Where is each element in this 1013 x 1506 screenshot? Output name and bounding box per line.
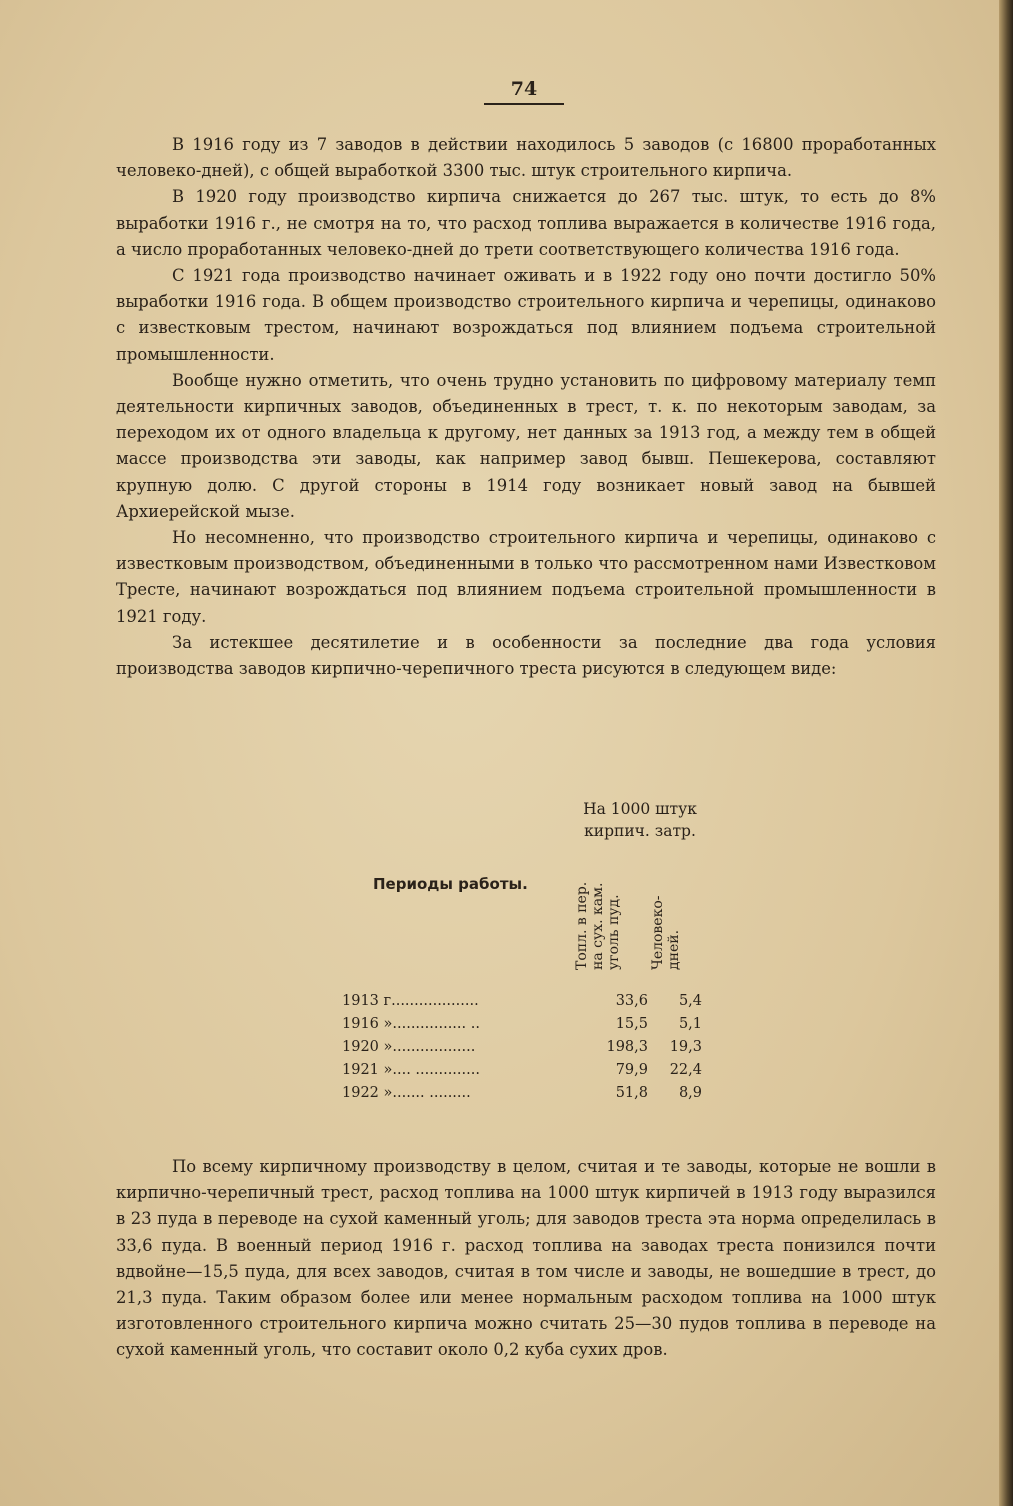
paragraph-1: В 1916 году из 7 заводов в действии находилось 5 заводов (с 16800 проработанных человеко-дней), с общей выработкой 3300 тыс. штук строительного кирпича. — [116, 135, 936, 181]
closing-text — [116, 1154, 936, 1364]
row-fuel: 79,9 — [615, 1062, 648, 1078]
closing-paragraph: По всему кирпичному производству в целом, считая и те заводы, которые не вошли в кирпично-черепичный трест, расход топлива на 1000 штук кирпичей в 1913 году выразился в 23 пуда в переводе на сухой каменный уголь; для заводов треста эта норма определилась в 33,6 пуда. В военный период 1916 г. расход топлива на заводах треста понизился почти вдвойне—15,5 пуда, для всех заводов, считая в том числе и заводы, не вошедшие в трест, до 21,3 пуда. Таким образом более или менее нормальным расходом топлива на 1000 штук изготовленного строительного кирпича можно считать 25—30 пудов топлива в переводе на сухой каменный уголь, что составит около 0,2 куба сухих дров. — [116, 1157, 936, 1360]
periods-column-header: Периоды работы. — [373, 875, 528, 893]
paragraph-3: С 1921 года производство начинает оживать и в 1922 году оно почти достигло 50% выработки 1916 года. В общем производство строительного кирпича и черепицы, одинаково с известковым трестом, начинают возрождаться под влиянием подъема строительной промышленности. — [116, 266, 936, 364]
days-header-line-2: дней. — [666, 929, 682, 970]
row-days: 8,9 — [678, 1085, 702, 1101]
paragraph-2: В 1920 году производство кирпича снижается до 267 тыс. штук, то есть до 8% выработки 1916 г., не смотря на то, что расход топлива выражается в количестве 1916 года, а число проработанных человеко-дней до трети соответствующего количества 1916 года. — [116, 187, 936, 259]
row-days: 5,1 — [678, 1016, 702, 1032]
paragraph-4: Вообще нужно отметить, что очень трудно установить по цифровому материалу темп деятельности кирпичных заводов, объединенных в трест, т. к. по некоторым заводам, за переходом их от одного владельца к другому, нет данных за 1913 год, а между тем в общей массе производства эти заводы, как например завод бывш. Пешекерова, составляют крупную долю. С другой стороны в 1914 году возникает новый завод на бывшей Архиерейской мызе. — [116, 370, 936, 521]
row-fuel: 15,5 — [615, 1016, 648, 1032]
row-fuel: 33,6 — [615, 993, 648, 1009]
fuel-header-line-1: Топл. в пер. — [574, 881, 590, 970]
row-period: 1916 »................ .. — [342, 1016, 480, 1032]
row-period: 1922 »....... ......... — [342, 1085, 471, 1101]
table-header-line-2: кирпич. затр. — [584, 822, 696, 840]
page-edge-shadow — [999, 0, 1013, 1506]
row-period: 1913 г................... — [342, 993, 479, 1009]
row-period: 1920 ».................. — [342, 1039, 476, 1055]
page-number: 74 — [510, 78, 538, 100]
paragraph-5: Но несомненно, что производство строительного кирпича и черепицы, одинаково с известковым производством, объединенными в только что рассмотренном нами Известковом Тресте, начинают возрождаться под влиянием подъема строительной промышленности в 1921 году. — [116, 528, 936, 626]
row-days: 5,4 — [678, 993, 702, 1009]
row-days: 19,3 — [669, 1039, 702, 1055]
row-fuel: 198,3 — [606, 1039, 648, 1055]
fuel-header-line-2: на сух. кам. — [590, 882, 606, 970]
row-period: 1921 ».... .............. — [342, 1062, 480, 1078]
page-number-rule — [484, 103, 564, 105]
fuel-header-line-3: уголь пуд. — [606, 894, 622, 970]
body-text — [116, 132, 936, 682]
row-fuel: 51,8 — [615, 1085, 648, 1101]
row-days: 22,4 — [669, 1062, 702, 1078]
paragraph-6: За истекшее десятилетие и в особенности за последние два года условия производства заводов кирпично-черепичного треста рисуются в следующем виде: — [116, 632, 936, 679]
table-header-line-1: На 1000 штук — [583, 800, 697, 818]
days-header-line-1: Человеко- — [650, 895, 666, 970]
